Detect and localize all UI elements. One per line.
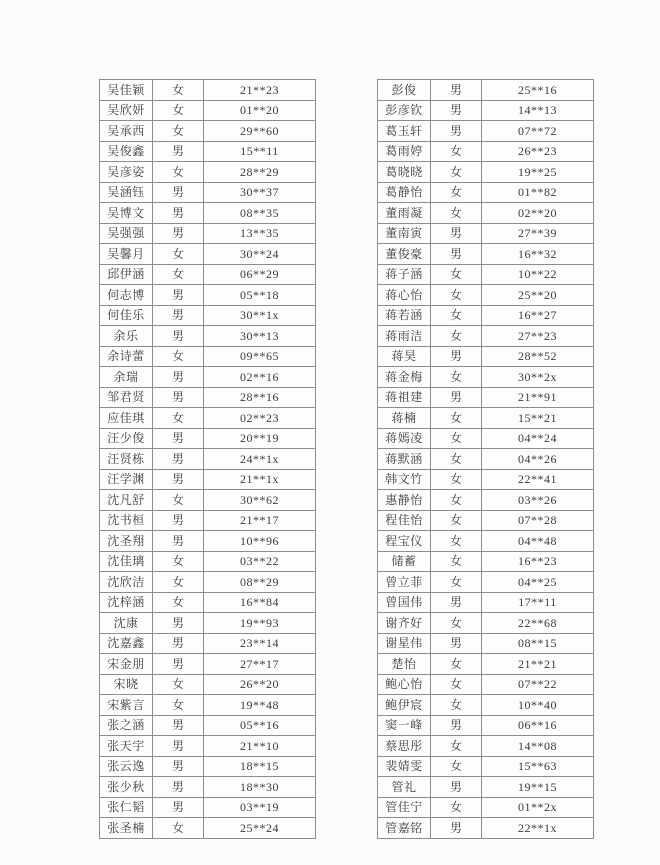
- gender-cell: 男: [153, 469, 204, 490]
- name-cell: 蔡思彤: [378, 736, 431, 757]
- name-cell: 蒋祖建: [378, 387, 431, 408]
- name-cell: 余瑞: [100, 367, 153, 388]
- id-cell: 23**14: [204, 633, 316, 654]
- id-cell: 29**60: [204, 121, 316, 142]
- name-cell: 吴欣妍: [100, 100, 153, 121]
- gender-cell: 女: [153, 346, 204, 367]
- table-row: [100, 203, 316, 224]
- gender-cell: 女: [153, 121, 204, 142]
- id-cell: 05**16: [204, 715, 316, 736]
- name-cell: 余诗蕾: [100, 346, 153, 367]
- id-cell: 16**84: [204, 592, 316, 613]
- table-row: [100, 736, 316, 757]
- id-cell: 04**24: [482, 428, 594, 449]
- name-cell: 鲍心怡: [378, 674, 431, 695]
- id-cell: 08**15: [482, 633, 594, 654]
- name-cell: 管佳宁: [378, 797, 431, 818]
- gender-cell: 女: [153, 695, 204, 716]
- id-cell: 19**93: [204, 613, 316, 634]
- name-cell: 沈欣洁: [100, 572, 153, 593]
- table-row: [100, 695, 316, 716]
- name-cell: 汪学渊: [100, 469, 153, 490]
- gender-cell: 男: [153, 387, 204, 408]
- id-cell: 30**2x: [482, 367, 594, 388]
- gender-cell: 女: [153, 490, 204, 511]
- table-row: [378, 633, 594, 654]
- gender-cell: 男: [431, 633, 482, 654]
- gender-cell: 女: [431, 572, 482, 593]
- table-row: [378, 756, 594, 777]
- id-cell: 21**1x: [204, 469, 316, 490]
- name-cell: 沈书桓: [100, 510, 153, 531]
- table-row: [378, 695, 594, 716]
- id-cell: 22**41: [482, 469, 594, 490]
- id-cell: 07**22: [482, 674, 594, 695]
- name-cell: 吴彦姿: [100, 162, 153, 183]
- table-row: [100, 674, 316, 695]
- id-cell: 21**17: [204, 510, 316, 531]
- gender-cell: 男: [153, 510, 204, 531]
- name-cell: 曾立菲: [378, 572, 431, 593]
- gender-cell: 男: [153, 326, 204, 347]
- table-row: [100, 305, 316, 326]
- gender-cell: 女: [153, 408, 204, 429]
- table-row: [378, 80, 594, 101]
- gender-cell: 女: [153, 162, 204, 183]
- id-cell: 13**35: [204, 223, 316, 244]
- table-row: [378, 613, 594, 634]
- gender-cell: 男: [153, 305, 204, 326]
- gender-cell: 女: [431, 305, 482, 326]
- gender-cell: 女: [431, 469, 482, 490]
- gender-cell: 男: [431, 387, 482, 408]
- table-row: [378, 449, 594, 470]
- table-row: [378, 367, 594, 388]
- id-cell: 15**11: [204, 141, 316, 162]
- name-cell: 葛静怡: [378, 182, 431, 203]
- gender-cell: 男: [431, 121, 482, 142]
- gender-cell: 男: [431, 818, 482, 839]
- id-cell: 26**20: [204, 674, 316, 695]
- table-row: [100, 162, 316, 183]
- name-cell: 蒋默涵: [378, 449, 431, 470]
- table-row: [100, 326, 316, 347]
- gender-cell: 男: [153, 223, 204, 244]
- gender-cell: 男: [431, 244, 482, 265]
- table-row: [100, 428, 316, 449]
- table-row: [378, 428, 594, 449]
- table-row: [378, 264, 594, 285]
- name-cell: 余乐: [100, 326, 153, 347]
- table-row: [378, 592, 594, 613]
- id-cell: 21**10: [204, 736, 316, 757]
- gender-cell: 女: [431, 449, 482, 470]
- name-cell: 蒋雨洁: [378, 326, 431, 347]
- gender-cell: 女: [431, 797, 482, 818]
- roster-table-right: [377, 79, 594, 839]
- id-cell: 18**30: [204, 777, 316, 798]
- name-cell: 何志博: [100, 285, 153, 306]
- id-cell: 19**48: [204, 695, 316, 716]
- name-cell: 吴佳颖: [100, 80, 153, 101]
- table-row: [378, 223, 594, 244]
- id-cell: 14**08: [482, 736, 594, 757]
- table-row: [378, 100, 594, 121]
- name-cell: 蒋金梅: [378, 367, 431, 388]
- table-row: [100, 449, 316, 470]
- name-cell: 董雨凝: [378, 203, 431, 224]
- gender-cell: 男: [153, 633, 204, 654]
- id-cell: 25**20: [482, 285, 594, 306]
- name-cell: 吴博文: [100, 203, 153, 224]
- id-cell: 01**20: [204, 100, 316, 121]
- name-cell: 沈圣翔: [100, 531, 153, 552]
- gender-cell: 男: [153, 736, 204, 757]
- gender-cell: 男: [153, 367, 204, 388]
- name-cell: 惠静怡: [378, 490, 431, 511]
- gender-cell: 女: [153, 264, 204, 285]
- table-row: [100, 633, 316, 654]
- gender-cell: 男: [431, 777, 482, 798]
- gender-cell: 男: [153, 428, 204, 449]
- table-row: [378, 654, 594, 675]
- id-cell: 27**17: [204, 654, 316, 675]
- roster-table-left: [99, 79, 316, 839]
- id-cell: 16**32: [482, 244, 594, 265]
- id-cell: 22**1x: [482, 818, 594, 839]
- gender-cell: 女: [153, 80, 204, 101]
- name-cell: 邱伊涵: [100, 264, 153, 285]
- id-cell: 26**23: [482, 141, 594, 162]
- id-cell: 15**21: [482, 408, 594, 429]
- table-row: [100, 141, 316, 162]
- name-cell: 程佳怡: [378, 510, 431, 531]
- id-cell: 30**13: [204, 326, 316, 347]
- name-cell: 裴婧雯: [378, 756, 431, 777]
- table-row: [378, 121, 594, 142]
- table-row: [100, 777, 316, 798]
- table-row: [100, 756, 316, 777]
- gender-cell: 男: [431, 100, 482, 121]
- id-cell: 17**11: [482, 592, 594, 613]
- name-cell: 葛雨婷: [378, 141, 431, 162]
- table-row: [378, 387, 594, 408]
- name-cell: 吴承西: [100, 121, 153, 142]
- name-cell: 宋晓: [100, 674, 153, 695]
- name-cell: 沈佳璃: [100, 551, 153, 572]
- table-row: [100, 121, 316, 142]
- table-row: [100, 285, 316, 306]
- id-cell: 21**91: [482, 387, 594, 408]
- id-cell: 30**62: [204, 490, 316, 511]
- name-cell: 汪少俊: [100, 428, 153, 449]
- name-cell: 张圣楠: [100, 818, 153, 839]
- gender-cell: 女: [153, 551, 204, 572]
- name-cell: 蒋昊: [378, 346, 431, 367]
- name-cell: 程宝仪: [378, 531, 431, 552]
- id-cell: 15**63: [482, 756, 594, 777]
- gender-cell: 男: [153, 141, 204, 162]
- gender-cell: 女: [431, 674, 482, 695]
- table-row: [100, 572, 316, 593]
- table-row: [378, 182, 594, 203]
- id-cell: 27**39: [482, 223, 594, 244]
- id-cell: 03**22: [204, 551, 316, 572]
- table-row: [378, 162, 594, 183]
- table-row: [378, 490, 594, 511]
- table-row: [378, 510, 594, 531]
- gender-cell: 女: [431, 264, 482, 285]
- id-cell: 10**96: [204, 531, 316, 552]
- name-cell: 彭俊: [378, 80, 431, 101]
- name-cell: 董俊豪: [378, 244, 431, 265]
- table-row: [100, 654, 316, 675]
- name-cell: 张云逸: [100, 756, 153, 777]
- gender-cell: 女: [431, 736, 482, 757]
- table-row: [100, 387, 316, 408]
- name-cell: 沈凡舒: [100, 490, 153, 511]
- id-cell: 02**23: [204, 408, 316, 429]
- name-cell: 应佳琪: [100, 408, 153, 429]
- id-cell: 01**82: [482, 182, 594, 203]
- table-row: [100, 818, 316, 839]
- table-row: [100, 408, 316, 429]
- table-row: [100, 510, 316, 531]
- table-row: [378, 141, 594, 162]
- gender-cell: 女: [431, 551, 482, 572]
- name-cell: 宋紫言: [100, 695, 153, 716]
- id-cell: 30**37: [204, 182, 316, 203]
- name-cell: 董南寅: [378, 223, 431, 244]
- name-cell: 谢星伟: [378, 633, 431, 654]
- name-cell: 吴俊鑫: [100, 141, 153, 162]
- gender-cell: 女: [431, 367, 482, 388]
- name-cell: 管嘉铭: [378, 818, 431, 839]
- name-cell: 宋金朋: [100, 654, 153, 675]
- name-cell: 沈康: [100, 613, 153, 634]
- table-row: [100, 264, 316, 285]
- id-cell: 03**26: [482, 490, 594, 511]
- id-cell: 02**16: [204, 367, 316, 388]
- id-cell: 08**29: [204, 572, 316, 593]
- id-cell: 06**29: [204, 264, 316, 285]
- gender-cell: 女: [431, 141, 482, 162]
- table-row: [100, 592, 316, 613]
- id-cell: 05**18: [204, 285, 316, 306]
- gender-cell: 男: [153, 182, 204, 203]
- name-cell: 蒋嫣凌: [378, 428, 431, 449]
- id-cell: 08**35: [204, 203, 316, 224]
- id-cell: 10**22: [482, 264, 594, 285]
- id-cell: 28**29: [204, 162, 316, 183]
- name-cell: 张仁韬: [100, 797, 153, 818]
- table-row: [378, 326, 594, 347]
- table-row: [378, 469, 594, 490]
- gender-cell: 女: [431, 408, 482, 429]
- id-cell: 09**65: [204, 346, 316, 367]
- name-cell: 窦一峰: [378, 715, 431, 736]
- table-row: [100, 346, 316, 367]
- gender-cell: 女: [153, 818, 204, 839]
- gender-cell: 女: [431, 654, 482, 675]
- name-cell: 韩文竹: [378, 469, 431, 490]
- gender-cell: 女: [431, 326, 482, 347]
- table-row: [100, 469, 316, 490]
- table-row: [100, 182, 316, 203]
- id-cell: 02**20: [482, 203, 594, 224]
- id-cell: 14**13: [482, 100, 594, 121]
- name-cell: 蒋若涵: [378, 305, 431, 326]
- table-row: [100, 244, 316, 265]
- id-cell: 24**1x: [204, 449, 316, 470]
- name-cell: 吴涵钰: [100, 182, 153, 203]
- table-row: [100, 223, 316, 244]
- name-cell: 沈梓涵: [100, 592, 153, 613]
- table-row: [378, 285, 594, 306]
- name-cell: 管礼: [378, 777, 431, 798]
- gender-cell: 女: [431, 285, 482, 306]
- id-cell: 28**16: [204, 387, 316, 408]
- table-row: [378, 674, 594, 695]
- table-row: [378, 531, 594, 552]
- table-row: [378, 346, 594, 367]
- name-cell: 吴强强: [100, 223, 153, 244]
- id-cell: 16**23: [482, 551, 594, 572]
- id-cell: 16**27: [482, 305, 594, 326]
- gender-cell: 女: [431, 428, 482, 449]
- gender-cell: 男: [153, 756, 204, 777]
- id-cell: 21**21: [482, 654, 594, 675]
- id-cell: 27**23: [482, 326, 594, 347]
- id-cell: 10**40: [482, 695, 594, 716]
- table-row: [378, 244, 594, 265]
- id-cell: 07**72: [482, 121, 594, 142]
- name-cell: 蒋子涵: [378, 264, 431, 285]
- name-cell: 张少秋: [100, 777, 153, 798]
- table-row: [100, 613, 316, 634]
- id-cell: 25**24: [204, 818, 316, 839]
- gender-cell: 女: [431, 490, 482, 511]
- gender-cell: 男: [153, 203, 204, 224]
- name-cell: 谢齐好: [378, 613, 431, 634]
- gender-cell: 女: [431, 162, 482, 183]
- name-cell: 张之涵: [100, 715, 153, 736]
- gender-cell: 男: [153, 613, 204, 634]
- gender-cell: 男: [153, 777, 204, 798]
- id-cell: 19**25: [482, 162, 594, 183]
- gender-cell: 女: [153, 674, 204, 695]
- gender-cell: 女: [431, 695, 482, 716]
- id-cell: 03**19: [204, 797, 316, 818]
- id-cell: 04**48: [482, 531, 594, 552]
- name-cell: 何佳乐: [100, 305, 153, 326]
- gender-cell: 男: [431, 346, 482, 367]
- id-cell: 30**1x: [204, 305, 316, 326]
- table-row: [378, 797, 594, 818]
- id-cell: 19**15: [482, 777, 594, 798]
- table-row: [378, 818, 594, 839]
- gender-cell: 女: [153, 572, 204, 593]
- id-cell: 18**15: [204, 756, 316, 777]
- id-cell: 30**24: [204, 244, 316, 265]
- name-cell: 沈嘉鑫: [100, 633, 153, 654]
- table-row: [100, 80, 316, 101]
- table-row: [378, 305, 594, 326]
- gender-cell: 女: [431, 182, 482, 203]
- name-cell: 邹君贤: [100, 387, 153, 408]
- table-row: [378, 408, 594, 429]
- gender-cell: 男: [153, 449, 204, 470]
- table-row: [100, 715, 316, 736]
- gender-cell: 女: [153, 100, 204, 121]
- gender-cell: 女: [153, 592, 204, 613]
- id-cell: 01**2x: [482, 797, 594, 818]
- table-row: [378, 715, 594, 736]
- name-cell: 张天宇: [100, 736, 153, 757]
- name-cell: 葛晓晓: [378, 162, 431, 183]
- name-cell: 鲍伊宸: [378, 695, 431, 716]
- gender-cell: 男: [153, 797, 204, 818]
- gender-cell: 男: [431, 223, 482, 244]
- gender-cell: 男: [431, 715, 482, 736]
- id-cell: 20**19: [204, 428, 316, 449]
- name-cell: 蒋心怡: [378, 285, 431, 306]
- table-row: [100, 531, 316, 552]
- id-cell: 06**16: [482, 715, 594, 736]
- id-cell: 04**25: [482, 572, 594, 593]
- table-row: [100, 551, 316, 572]
- table-row: [378, 736, 594, 757]
- table-row: [100, 797, 316, 818]
- id-cell: 04**26: [482, 449, 594, 470]
- name-cell: 储蓄: [378, 551, 431, 572]
- id-cell: 21**23: [204, 80, 316, 101]
- gender-cell: 男: [153, 715, 204, 736]
- table-row: [378, 572, 594, 593]
- gender-cell: 女: [431, 531, 482, 552]
- gender-cell: 男: [153, 531, 204, 552]
- gender-cell: 女: [431, 510, 482, 531]
- gender-cell: 女: [431, 613, 482, 634]
- table-row: [100, 100, 316, 121]
- gender-cell: 女: [431, 203, 482, 224]
- table-row: [378, 551, 594, 572]
- gender-cell: 女: [431, 756, 482, 777]
- name-cell: 曾国伟: [378, 592, 431, 613]
- name-cell: 吴馨月: [100, 244, 153, 265]
- name-cell: 汪贤栋: [100, 449, 153, 470]
- gender-cell: 男: [153, 654, 204, 675]
- table-row: [100, 490, 316, 511]
- id-cell: 07**28: [482, 510, 594, 531]
- table-row: [100, 367, 316, 388]
- table-row: [378, 203, 594, 224]
- name-cell: 蒋楠: [378, 408, 431, 429]
- gender-cell: 男: [431, 592, 482, 613]
- name-cell: 葛玉轩: [378, 121, 431, 142]
- id-cell: 25**16: [482, 80, 594, 101]
- id-cell: 28**52: [482, 346, 594, 367]
- name-cell: 彭彦钦: [378, 100, 431, 121]
- id-cell: 22**68: [482, 613, 594, 634]
- gender-cell: 男: [153, 285, 204, 306]
- table-row: [378, 777, 594, 798]
- gender-cell: 女: [153, 244, 204, 265]
- gender-cell: 男: [431, 80, 482, 101]
- name-cell: 楚怡: [378, 654, 431, 675]
